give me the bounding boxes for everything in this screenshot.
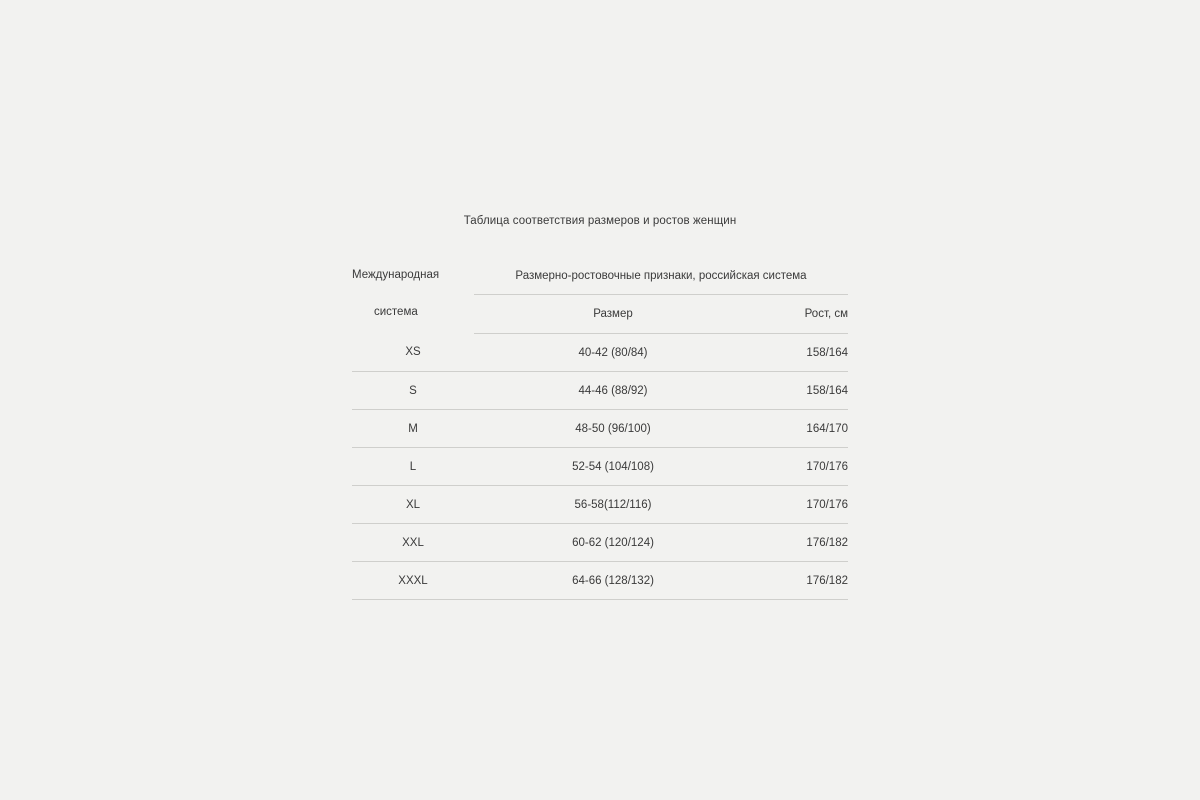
cell-height: 170/176 <box>752 448 848 486</box>
cell-international: XL <box>352 486 474 524</box>
table-head <box>352 257 848 334</box>
table-row <box>352 524 848 562</box>
header-russian-system-group: Размерно-ростовочные признаки, российская система <box>474 257 848 295</box>
cell-international: L <box>352 448 474 486</box>
cell-height: 158/164 <box>752 372 848 410</box>
cell-size: 40-42 (80/84) <box>474 334 752 372</box>
table-header-row-group <box>352 257 848 295</box>
table-row <box>352 334 848 372</box>
cell-height: 176/182 <box>752 524 848 562</box>
cell-height: 158/164 <box>752 334 848 372</box>
cell-height: 170/176 <box>752 486 848 524</box>
cell-size: 48-50 (96/100) <box>474 410 752 448</box>
size-chart <box>352 215 848 600</box>
cell-size: 56-58(112/116) <box>474 486 752 524</box>
cell-size: 44-46 (88/92) <box>474 372 752 410</box>
cell-international: M <box>352 410 474 448</box>
table-row <box>352 410 848 448</box>
cell-height: 176/182 <box>752 562 848 600</box>
table-body <box>352 334 848 600</box>
table-row <box>352 562 848 600</box>
cell-size: 64-66 (128/132) <box>474 562 752 600</box>
cell-international: XS <box>352 334 474 372</box>
table-row <box>352 372 848 410</box>
cell-size: 52-54 (104/108) <box>474 448 752 486</box>
cell-size: 60-62 (120/124) <box>474 524 752 562</box>
cell-international: XXL <box>352 524 474 562</box>
table-row <box>352 448 848 486</box>
cell-international: XXXL <box>352 562 474 600</box>
header-international-line2: система <box>374 306 418 318</box>
table-row <box>352 486 848 524</box>
table-caption: Таблица соответствия размеров и ростов женщин <box>463 215 737 227</box>
header-size: Размер <box>474 295 752 334</box>
size-table <box>352 257 848 600</box>
header-international-system <box>352 257 474 334</box>
header-height: Рост, см <box>752 295 848 334</box>
cell-height: 164/170 <box>752 410 848 448</box>
cell-international: S <box>352 372 474 410</box>
header-international-line1: Международная <box>352 269 440 281</box>
